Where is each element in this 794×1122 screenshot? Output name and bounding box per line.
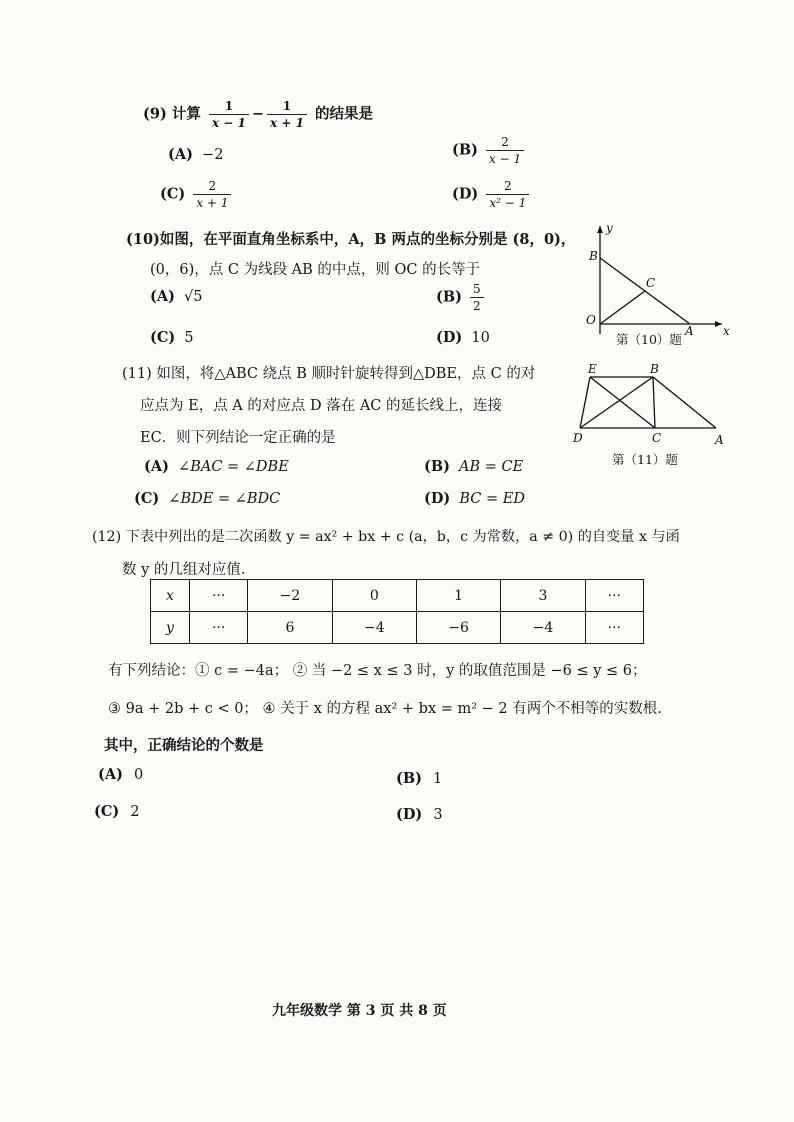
q11-label-e: E [588, 362, 597, 376]
q10-segment-oc [600, 291, 645, 324]
q12-d-value: 3 [433, 807, 443, 823]
table-cell: ··· [189, 580, 247, 612]
q12-value-table [150, 579, 644, 644]
q11-b-value: AB = CE [459, 459, 524, 475]
q11-segment-ec [590, 377, 655, 428]
q9-d-fraction [486, 180, 529, 209]
table-cell: y [151, 612, 190, 644]
q9-fraction-2 [267, 100, 307, 129]
q11-option-a [144, 458, 289, 475]
table-row [151, 580, 644, 612]
q10-b-num: 5 [473, 282, 481, 296]
q11-segment-bd [580, 377, 653, 428]
q10-label-a: A [685, 324, 694, 337]
q9-f1-num: 1 [224, 99, 234, 113]
q11-line-2: 应点为 E，点 A 的对应点 D 落在 AC 的延长线上，连接 [140, 398, 503, 414]
q11-label-d: D [573, 431, 583, 445]
q11-line-3: EC．则下列结论一定正确的是 [140, 430, 336, 446]
q9-c-fraction [193, 180, 231, 209]
q9-d-den: x² − 1 [486, 194, 529, 209]
q12-b-label: (B) [396, 770, 422, 787]
table-cell: ··· [585, 580, 643, 612]
q10-option-a [150, 288, 203, 305]
q11-b-label: (B) [424, 458, 450, 475]
q11-option-c [134, 490, 280, 507]
q9-d-num: 2 [503, 179, 512, 193]
q11-d-value: BC = ED [459, 491, 525, 507]
q10-option-c [150, 329, 194, 346]
table-row [151, 612, 644, 644]
q9-b-num: 2 [501, 135, 509, 149]
q10-y-arrow-icon [597, 226, 603, 233]
table-cell: 6 [248, 612, 332, 644]
q10-b-den: 2 [470, 297, 484, 312]
q9-prefix: (9) 计算 [143, 105, 201, 123]
q9-option-a [168, 146, 223, 163]
table-cell: x [151, 580, 190, 612]
q10-label-x: x [723, 324, 730, 337]
q12-d-label: (D) [396, 806, 423, 823]
q10-label-b: B [589, 249, 598, 263]
q12-conclusions-2: ③ 9a + 2b + c < 0； ④ 关于 x 的方程 ax² + bx = m² − 2 有两个不相等的实数根. [108, 701, 662, 717]
q12-line-2: 数 y 的几组对应值. [122, 562, 246, 578]
q10-figure [580, 222, 730, 337]
table-cell: ··· [585, 612, 643, 644]
q12-a-value: 0 [134, 767, 144, 783]
q12-option-d [396, 806, 443, 823]
q10-label-o: O [586, 313, 596, 327]
q9-a-value: −2 [202, 147, 224, 163]
q12-c-label: (C) [94, 803, 120, 820]
q9-option-b [452, 136, 527, 165]
q9-c-den: x + 1 [193, 194, 231, 209]
q9-option-d [452, 180, 532, 209]
q9-option-c [160, 180, 234, 209]
q9-f2-den: x + 1 [267, 114, 307, 129]
q10-c-label: (C) [150, 329, 176, 346]
q10-b-fraction [470, 283, 484, 312]
q10-x-arrow-icon [715, 321, 722, 327]
q9-minus: − [251, 105, 264, 123]
q10-option-d [436, 329, 490, 346]
table-cell: −2 [248, 580, 332, 612]
q12-option-a [98, 766, 143, 783]
q12-b-value: 1 [433, 771, 443, 787]
q9-c-num: 2 [208, 179, 217, 193]
q11-figure [572, 360, 732, 448]
table-cell: 3 [501, 580, 585, 612]
q9-stem [143, 100, 373, 129]
q10-b-label: (B) [436, 288, 462, 306]
q11-d-label: (D) [424, 490, 451, 507]
q12-c-value: 2 [130, 804, 140, 820]
page-footer: 九年级数学 第 3 页 共 8 页 [272, 1003, 447, 1019]
q11-label-c: C [652, 431, 662, 445]
q10-line-1: (10)如图，在平面直角坐标系中，A，B 两点的坐标分别是 (8，0)， [126, 231, 576, 248]
table-cell: 0 [332, 580, 416, 612]
q9-c-label: (C) [160, 185, 186, 203]
q9-b-den: x − 1 [486, 150, 524, 165]
q11-option-b [424, 458, 523, 475]
table-cell: 1 [416, 580, 500, 612]
q9-b-label: (B) [452, 141, 478, 159]
q11-label-a: A [715, 433, 724, 447]
q10-d-value: 10 [471, 330, 490, 346]
q10-a-value: √5 [184, 289, 203, 305]
q12-line-1: (12) 下表中列出的是二次函数 y = ax² + bx + c (a，b，c 为常数，a ≠ 0) 的自变量 x 与函 [92, 529, 680, 545]
q10-caption: 第（10）题 [616, 332, 682, 347]
q11-segment-ed [580, 377, 590, 428]
table-cell: −4 [332, 612, 416, 644]
q11-a-label: (A) [144, 458, 169, 475]
table-cell: −4 [501, 612, 585, 644]
q11-a-value: ∠BAC = ∠DBE [178, 459, 289, 475]
q11-segment-ba [653, 377, 716, 428]
q11-c-label: (C) [134, 490, 160, 507]
q12-ask: 其中，正确结论的个数是 [104, 737, 264, 754]
q9-f2-num: 1 [282, 99, 292, 113]
q11-c-value: ∠BDE = ∠BDC [168, 491, 281, 507]
table-cell: ··· [189, 612, 247, 644]
q11-caption: 第（11）题 [612, 452, 678, 467]
q9-fraction-1 [209, 100, 249, 129]
q9-suffix: 的结果是 [314, 105, 373, 123]
q10-label-c: C [646, 276, 656, 290]
q12-option-c [94, 803, 140, 820]
q12-a-label: (A) [98, 766, 123, 783]
q9-a-label: (A) [168, 146, 193, 163]
q10-a-label: (A) [150, 288, 175, 305]
q10-label-y: y [606, 222, 613, 235]
q12-option-b [396, 770, 442, 787]
q11-option-d [424, 490, 525, 507]
q9-d-label: (D) [452, 185, 479, 203]
q10-d-label: (D) [436, 329, 463, 346]
q9-f1-den: x − 1 [209, 114, 249, 129]
q11-line-1: (11) 如图，将△ABC 绕点 B 顺时针旋转得到△DBE，点 C 的对 [122, 366, 536, 382]
q11-segment-bc [653, 377, 655, 428]
q10-option-b [436, 283, 487, 312]
table-cell: −6 [416, 612, 500, 644]
q11-label-b: B [650, 362, 659, 376]
q9-b-fraction [486, 136, 524, 165]
q10-line-2: (0，6)，点 C 为线段 AB 的中点，则 OC 的长等于 [150, 262, 481, 278]
q12-conclusions-1: 有下列结论：① c = −4a； ② 当 −2 ≤ x ≤ 3 时，y 的取值范围是 −6 ≤ y ≤ 6； [108, 663, 647, 679]
q10-c-value: 5 [184, 330, 194, 346]
